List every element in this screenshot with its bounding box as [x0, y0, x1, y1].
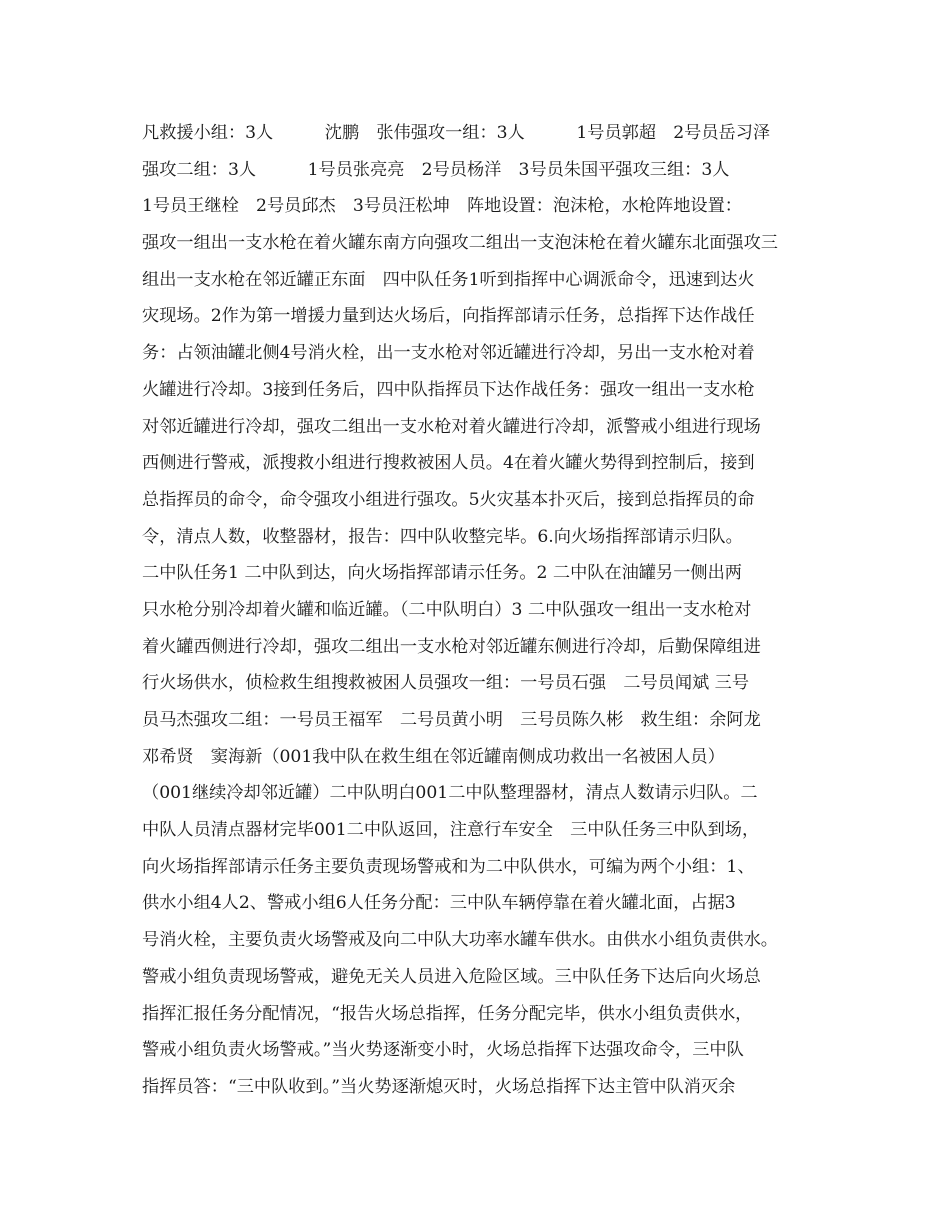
text-line: （001继续冷却邻近罐）二中队明白001二中队整理器材，清点人数请示归队。二	[142, 783, 758, 804]
text-line: 总指挥员的命令，命令强攻小组进行强攻。5火灾基本扑灭后，接到总指挥员的命	[142, 489, 755, 510]
text-line: 向火场指挥部请示任务主要负责现场警戒和为二中队供水，可编为两个小组：1、	[142, 856, 755, 877]
text-line: 强攻一组出一支水枪在着火罐东南方向强攻二组出一支泡沫枪在着火罐东北面强攻三	[142, 233, 778, 254]
text-line: 灾现场。2作为第一增援力量到达火场后，向指挥部请示任务，总指挥下达作战任	[142, 306, 755, 327]
text-line: 组出一支水枪在邻近罐正东面 四中队任务1听到指挥中心调派命令，迅速到达火	[142, 269, 755, 290]
text-line: 着火罐西侧进行冷却，强攻二组出一支水枪对邻近罐东侧进行冷却，后勤保障组进	[142, 636, 761, 657]
text-line: 警戒小组负责现场警戒，避免无关人员进入危险区域。三中队任务下达后向火场总	[142, 966, 761, 987]
text-line: 凡救援小组：3人 沈鹏 张伟强攻一组：3人 1号员郭超 2号员岳习泽	[142, 123, 771, 143]
text-line: 行火场供水，侦检救生组搜救被困人员强攻一组：一号员石强 二号员闻斌 三号	[142, 673, 750, 694]
text-line: 中队人员清点器材完毕001二中队返回，注意行车安全 三中队任务三中队到场，	[142, 820, 760, 841]
text-line: 邓希贤 窦海新（001我中队在救生组在邻近罐南侧成功救出一名被困人员）	[142, 746, 725, 767]
text-line: 号消火栓，主要负责火场警戒及向二中队大功率水罐车供水。由供水小组负责供水。	[142, 930, 778, 951]
text-line: 火罐进行冷却。3接到任务后，四中队指挥员下达作战任务：强攻一组出一支水枪	[142, 379, 755, 400]
text-line: 员马杰强攻二组：一号员王福军 二号员黄小明 三号员陈久彬 救生组：余阿龙	[142, 710, 761, 730]
text-line: 供水小组4人2、警戒小组6人任务分配：三中队车辆停靠在着火罐北面，占据3	[142, 893, 736, 914]
body-text	[142, 115, 832, 1106]
text-line: 西侧进行警戒，派搜救小组进行搜救被困人员。4在着火罐火势得到控制后，接到	[142, 453, 755, 474]
text-line: 只水枪分别冷却着火罐和临近罐。（二中队明白）3 二中队强攻一组出一支水枪对	[142, 599, 752, 620]
text-line: 令，清点人数，收整器材，报告：四中队收整完毕。6.向火场指挥部请示归队。	[142, 526, 743, 547]
text-line: 对邻近罐进行冷却，强攻二组出一支水枪对着火罐进行冷却，派警戒小组进行现场	[142, 416, 761, 437]
text-line: 指挥汇报任务分配情况，“报告火场总指挥，任务分配完毕，供水小组负责供水，	[142, 1003, 753, 1024]
text-line: 二中队任务1 二中队到达，向火场指挥部请示任务。2 二中队在油罐另一侧出两	[142, 563, 742, 584]
text-line: 警戒小组负责火场警戒。”当火势逐渐变小时，火场总指挥下达强攻命令，三中队	[142, 1040, 744, 1061]
text-line: 指挥员答：“三中队收到。”当火势逐渐熄灭时，火场总指挥下达主管中队消灭余	[142, 1076, 736, 1097]
text-line: 强攻二组：3人 1号员张亮亮 2号员杨洋 3号员朱国平强攻三组：3人	[142, 159, 730, 180]
text-line: 务：占领油罐北侧4号消火栓，出一支水枪对邻近罐进行冷却，另出一支水枪对着	[142, 343, 755, 364]
text-line: 1号员王继栓 2号员邱杰 3号员汪松坤 阵地设置：泡沫枪，水枪阵地设置：	[142, 196, 742, 217]
